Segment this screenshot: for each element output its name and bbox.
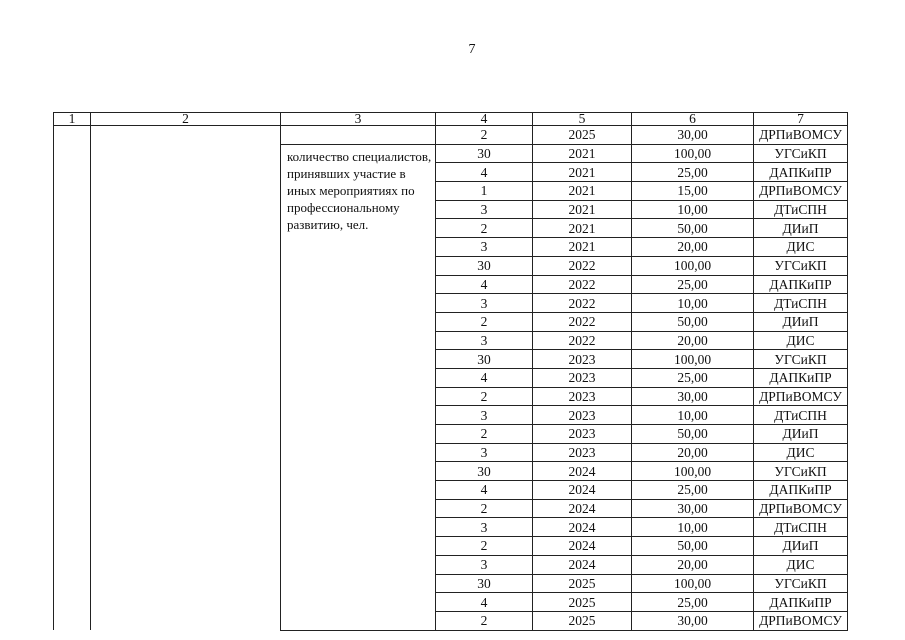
year-cell: 2024 — [533, 555, 632, 574]
year-cell: 2024 — [533, 499, 632, 518]
column-header: 7 — [754, 113, 848, 126]
quantity-cell: 3 — [436, 555, 533, 574]
quantity-cell: 4 — [436, 593, 533, 612]
amount-cell: 100,00 — [632, 144, 754, 163]
amount-cell: 10,00 — [632, 294, 754, 313]
department-cell: ДТиСПН — [754, 406, 848, 425]
amount-cell: 100,00 — [632, 256, 754, 275]
quantity-cell: 3 — [436, 443, 533, 462]
amount-cell: 30,00 — [632, 499, 754, 518]
department-cell: ДАПКиПР — [754, 593, 848, 612]
amount-cell: 20,00 — [632, 443, 754, 462]
year-cell: 2025 — [533, 126, 632, 145]
amount-cell: 10,00 — [632, 200, 754, 219]
quantity-cell: 3 — [436, 406, 533, 425]
quantity-cell: 3 — [436, 200, 533, 219]
column-header: 5 — [533, 113, 632, 126]
year-cell: 2025 — [533, 574, 632, 593]
department-cell: УГСиКП — [754, 462, 848, 481]
quantity-cell: 30 — [436, 350, 533, 369]
year-cell: 2022 — [533, 331, 632, 350]
department-cell: ДТиСПН — [754, 294, 848, 313]
year-cell: 2022 — [533, 312, 632, 331]
department-cell: УГСиКП — [754, 256, 848, 275]
department-cell: ДРПиВОМСУ — [754, 126, 848, 145]
year-cell: 2022 — [533, 256, 632, 275]
quantity-cell: 4 — [436, 368, 533, 387]
column-2-cell — [91, 126, 281, 631]
department-cell: ДРПиВОМСУ — [754, 499, 848, 518]
indicator-description: количество специалистов, принявших участие в иных мероприятиях по профессиональному развитию, чел. — [281, 144, 436, 630]
department-cell: ДИС — [754, 555, 848, 574]
quantity-cell: 2 — [436, 387, 533, 406]
amount-cell: 50,00 — [632, 312, 754, 331]
amount-cell: 100,00 — [632, 462, 754, 481]
amount-cell: 50,00 — [632, 425, 754, 444]
quantity-cell: 1 — [436, 182, 533, 201]
quantity-cell: 3 — [436, 518, 533, 537]
amount-cell: 25,00 — [632, 481, 754, 500]
department-cell: ДАПКиПР — [754, 368, 848, 387]
year-cell: 2025 — [533, 611, 632, 630]
amount-cell: 100,00 — [632, 350, 754, 369]
year-cell: 2023 — [533, 350, 632, 369]
quantity-cell: 4 — [436, 163, 533, 182]
year-cell: 2023 — [533, 387, 632, 406]
year-cell: 2024 — [533, 537, 632, 556]
year-cell: 2021 — [533, 144, 632, 163]
amount-cell: 50,00 — [632, 219, 754, 238]
amount-cell: 15,00 — [632, 182, 754, 201]
department-cell: УГСиКП — [754, 574, 848, 593]
quantity-cell: 2 — [436, 126, 533, 145]
quantity-cell: 2 — [436, 499, 533, 518]
quantity-cell: 2 — [436, 312, 533, 331]
quantity-cell: 2 — [436, 611, 533, 630]
year-cell: 2023 — [533, 425, 632, 444]
amount-cell: 100,00 — [632, 574, 754, 593]
year-cell: 2024 — [533, 462, 632, 481]
page-number: 7 — [468, 42, 476, 57]
quantity-cell: 2 — [436, 425, 533, 444]
department-cell: УГСиКП — [754, 144, 848, 163]
column-header: 3 — [281, 113, 436, 126]
amount-cell: 25,00 — [632, 163, 754, 182]
department-cell: ДИС — [754, 443, 848, 462]
amount-cell: 10,00 — [632, 406, 754, 425]
department-cell: ДИиП — [754, 537, 848, 556]
year-cell: 2023 — [533, 443, 632, 462]
year-cell: 2023 — [533, 406, 632, 425]
column-header: 1 — [54, 113, 91, 126]
amount-cell: 30,00 — [632, 611, 754, 630]
year-cell: 2024 — [533, 518, 632, 537]
quantity-cell: 30 — [436, 462, 533, 481]
quantity-cell: 3 — [436, 238, 533, 257]
column-header: 6 — [632, 113, 754, 126]
year-cell: 2021 — [533, 182, 632, 201]
department-cell: ДТиСПН — [754, 518, 848, 537]
quantity-cell: 30 — [436, 256, 533, 275]
indicator-table — [53, 112, 848, 631]
column-header: 4 — [436, 113, 533, 126]
column-1-cell — [54, 126, 91, 631]
year-cell: 2024 — [533, 481, 632, 500]
amount-cell: 30,00 — [632, 387, 754, 406]
quantity-cell: 2 — [436, 537, 533, 556]
quantity-cell: 3 — [436, 331, 533, 350]
department-cell: ДАПКиПР — [754, 163, 848, 182]
quantity-cell: 30 — [436, 144, 533, 163]
table-row — [54, 126, 848, 145]
amount-cell: 25,00 — [632, 275, 754, 294]
department-cell: ДАПКиПР — [754, 275, 848, 294]
column-header: 2 — [91, 113, 281, 126]
department-cell: ДРПиВОМСУ — [754, 182, 848, 201]
department-cell: ДИиП — [754, 425, 848, 444]
department-cell: ДАПКиПР — [754, 481, 848, 500]
amount-cell: 50,00 — [632, 537, 754, 556]
quantity-cell: 2 — [436, 219, 533, 238]
quantity-cell: 4 — [436, 275, 533, 294]
amount-cell: 25,00 — [632, 593, 754, 612]
year-cell: 2021 — [533, 238, 632, 257]
year-cell: 2021 — [533, 200, 632, 219]
table-header-row — [54, 113, 848, 126]
quantity-cell: 30 — [436, 574, 533, 593]
amount-cell: 20,00 — [632, 331, 754, 350]
year-cell: 2022 — [533, 294, 632, 313]
department-cell: ДРПиВОМСУ — [754, 387, 848, 406]
year-cell: 2021 — [533, 219, 632, 238]
department-cell: ДИиП — [754, 312, 848, 331]
department-cell: ДТиСПН — [754, 200, 848, 219]
department-cell: УГСиКП — [754, 350, 848, 369]
year-cell: 2022 — [533, 275, 632, 294]
department-cell: ДИС — [754, 238, 848, 257]
amount-cell: 25,00 — [632, 368, 754, 387]
amount-cell: 20,00 — [632, 238, 754, 257]
year-cell: 2025 — [533, 593, 632, 612]
year-cell: 2023 — [533, 368, 632, 387]
amount-cell: 30,00 — [632, 126, 754, 145]
year-cell: 2021 — [533, 163, 632, 182]
quantity-cell: 3 — [436, 294, 533, 313]
column-3-top-cell — [281, 126, 436, 145]
amount-cell: 20,00 — [632, 555, 754, 574]
department-cell: ДИиП — [754, 219, 848, 238]
department-cell: ДРПиВОМСУ — [754, 611, 848, 630]
department-cell: ДИС — [754, 331, 848, 350]
amount-cell: 10,00 — [632, 518, 754, 537]
quantity-cell: 4 — [436, 481, 533, 500]
